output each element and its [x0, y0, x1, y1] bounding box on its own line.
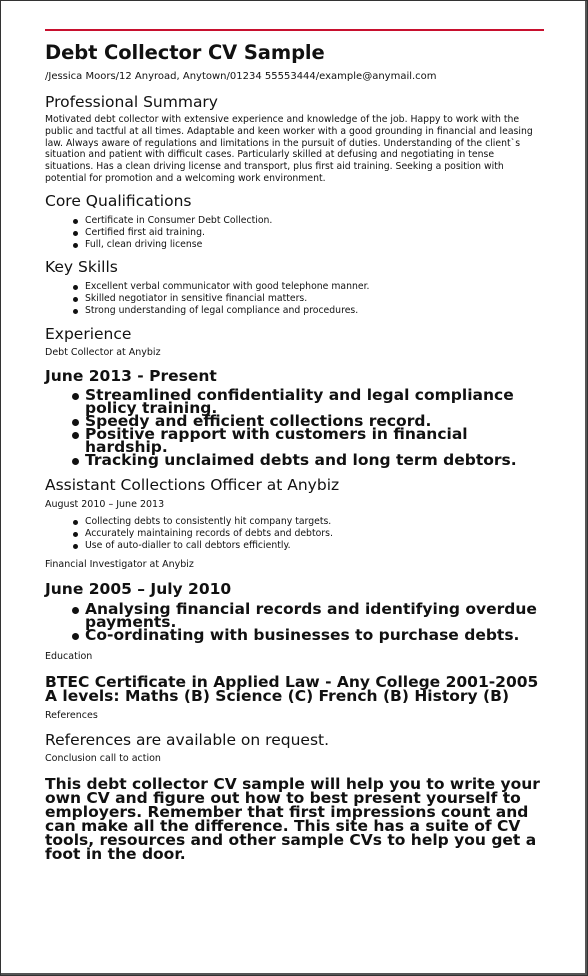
references-text: References are available on request.	[45, 730, 330, 749]
conclusion-text: This debt collector CV sample will help you to write your own CV and figure out how to best present yourself to employers. Remember that first impressions count and can make all the difference. This site has a suite of CV tools, resources and other sample CVs to help you get a foot in the door.	[45, 774, 540, 863]
cv-title: Debt Collector CV Sample	[45, 41, 325, 64]
qualifications-list	[45, 215, 545, 251]
job1-duties	[45, 385, 545, 469]
job2-title: Assistant Collections Officer at Anybiz	[45, 475, 340, 494]
list-item: Full, clean driving license	[85, 239, 545, 251]
conclusion-label: Conclusion call to action	[45, 752, 161, 764]
list-item: Skilled negotiator in sensitive financial matters.	[85, 293, 545, 305]
list-item: Excellent verbal communicator with good telephone manner.	[85, 281, 545, 293]
list-item: Certificate in Consumer Debt Collection.	[85, 215, 545, 227]
skills-heading: Key Skills	[45, 257, 118, 276]
list-item: Strong understanding of legal compliance and procedures.	[85, 305, 545, 317]
contact-line: /Jessica Moors/12 Anyroad, Anytown/01234 55553444/example@anymail.com	[45, 71, 437, 82]
job1-title: Debt Collector at Anybiz	[45, 346, 161, 358]
qualifications-heading: Core Qualifications	[45, 191, 192, 210]
list-item: Use of auto-dialler to call debtors efficiently.	[85, 540, 545, 552]
list-item: Analysing financial records and identifying overdue payments.	[85, 603, 545, 629]
list-item: Tracking unclaimed debts and long term debtors.	[85, 454, 545, 467]
job3-title: Financial Investigator at Anybiz	[45, 558, 194, 570]
job3-duties	[45, 599, 545, 644]
list-item: Co-ordinating with businesses to purchase debts.	[85, 629, 545, 642]
list-item: Streamlined confidentiality and legal compliance policy training.	[85, 389, 545, 415]
skills-list	[45, 281, 545, 317]
list-item: Positive rapport with customers in financial hardship.	[85, 428, 545, 454]
summary-heading: Professional Summary	[45, 93, 218, 111]
job3-dates: June 2005 – July 2010	[45, 579, 232, 598]
summary-text: Motivated debt collector with extensive experience and knowledge of the job. Happy to work with the public and tactful at all times. Adaptable and keen worker with a good grounding in financial and leasing law. Always aware of regulations and limitations in the pursuit of duties. Understanding of the client`s situation and patient with difficult cases. Particularly skilled at defusing and negotiating in tense situations. Has a clean driving license and transport, plus first aid training. Seeking a position with potential for promotion and a welcoming work environment.	[45, 114, 533, 184]
accent-rule	[45, 29, 544, 31]
list-item: Accurately maintaining records of debts and debtors.	[85, 528, 545, 540]
job2-dates: August 2010 – June 2013	[45, 498, 165, 510]
references-label: References	[45, 709, 98, 721]
list-item: Certified first aid training.	[85, 227, 545, 239]
job1-dates: June 2013 - Present	[45, 366, 217, 385]
experience-heading: Experience	[45, 324, 132, 343]
education-text: BTEC Certificate in Applied Law - Any College 2001-2005 A levels: Maths (B) Science (C) French (B) History (B)	[45, 672, 539, 705]
cv-content	[45, 39, 545, 861]
education-label: Education	[45, 650, 93, 662]
list-item: Collecting debts to consistently hit company targets.	[85, 516, 545, 528]
job2-duties	[45, 516, 545, 552]
list-item: Speedy and efficient collections record.	[85, 415, 545, 428]
